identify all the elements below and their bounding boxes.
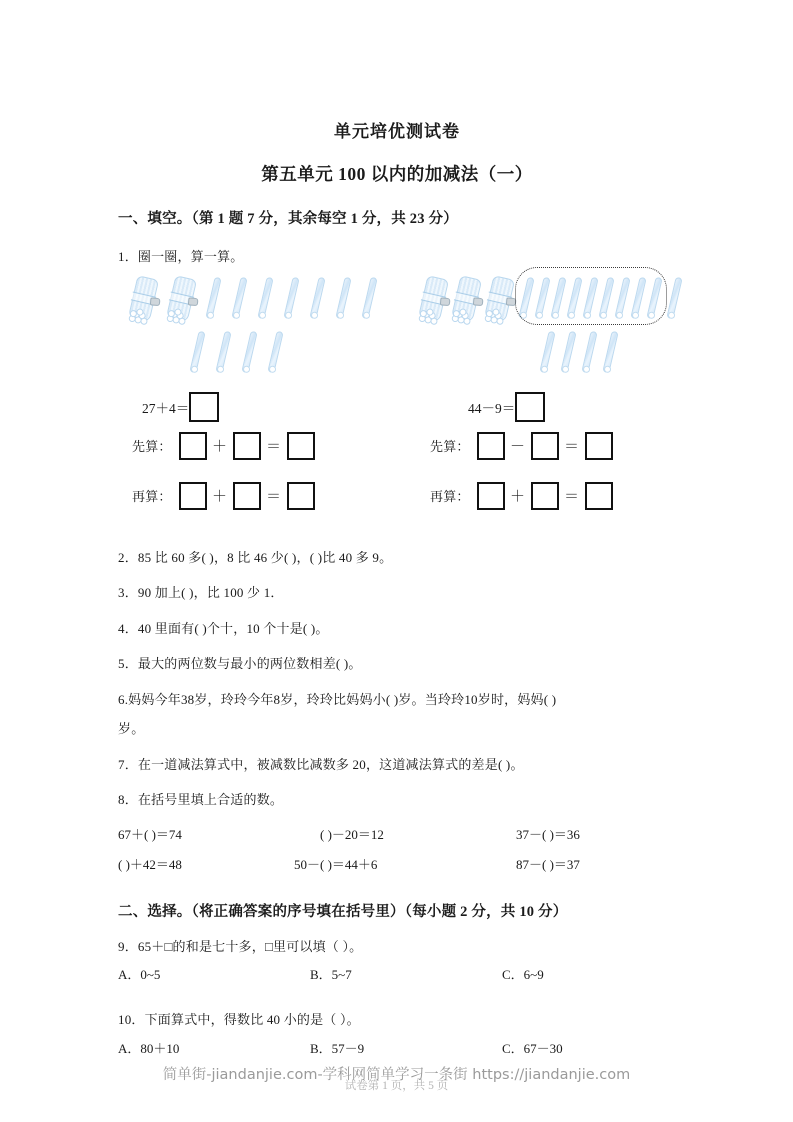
step2-right-label: 再算： (430, 489, 470, 505)
step2-right (430, 482, 613, 510)
page-footer (0, 1063, 793, 1092)
page-number: 试卷第 1 页，共 5 页 (344, 1080, 449, 1092)
step1-right-operator: － (510, 439, 526, 456)
single-stick (241, 331, 257, 373)
equation-cell[interactable]: 37－( )＝36 (516, 826, 580, 842)
single-stick (560, 331, 576, 373)
expression-left-text: 27＋4＝ (142, 400, 190, 416)
answer-box[interactable] (189, 392, 219, 422)
question-1-expressions (118, 392, 676, 432)
answer-box[interactable] (233, 482, 261, 510)
step1-left-label: 先算： (132, 439, 172, 455)
question-5: 5．最大的两位数与最小的两位数相差( )。 (118, 656, 362, 672)
equation-cell[interactable]: ( )－20＝12 (320, 826, 384, 842)
equation-row (118, 824, 676, 854)
option-a[interactable]: A．80＋10 (118, 1040, 180, 1056)
expression-right-text: 44－9＝ (468, 400, 516, 416)
step2-left-label: 再算： (132, 489, 172, 505)
equation-cell[interactable]: ( )＋42＝48 (118, 856, 182, 872)
stick-bundle (165, 275, 197, 327)
step1-left-equals: ＝ (266, 439, 282, 456)
question-1-prompt: 1．圈一圈，算一算。 (118, 249, 244, 265)
single-stick (602, 331, 618, 373)
equation-cell[interactable]: 87－( )＝37 (516, 856, 580, 872)
answer-box[interactable] (179, 432, 207, 460)
lasso-circle-icon (515, 267, 667, 325)
single-stick (267, 331, 283, 373)
page-subtitle: 第五单元 100 以内的加减法（一） (261, 164, 533, 185)
stick-bundle (450, 275, 482, 327)
question-1-step1-row (118, 432, 676, 482)
equation-row (118, 854, 676, 884)
step2-left-operator: ＋ (212, 489, 228, 506)
watermark-text: 简单街-jiandanjie.com-学科网简单学习一条街 https://jiandanjie.com (162, 1067, 631, 1083)
question-4: 4．40 里面有( )个十，10 个十是( )。 (118, 620, 329, 636)
page-content (118, 0, 676, 1068)
answer-box[interactable] (287, 432, 315, 460)
question-3: 3．90 加上( )，比 100 少 1． (118, 585, 284, 601)
step2-left (132, 482, 315, 510)
step1-right-label: 先算： (430, 439, 470, 455)
step1-left-operator: ＋ (212, 439, 228, 456)
question-9-options (118, 964, 676, 994)
question-7: 7．在一道减法算式中，被减数比减数多 20，这道减法算式的差是( )。 (118, 756, 524, 772)
question-2: 2．85 比 60 多( )，8 比 46 少( )，( )比 40 多 9。 (118, 549, 393, 565)
question-6-line-2: 岁。 (118, 721, 145, 737)
question-1-step2-row (118, 482, 676, 532)
single-stick (581, 331, 597, 373)
question-6-line-1: 6.妈妈今年38岁，玲玲今年8岁，玲玲比妈妈小( )岁。当玲玲10岁时，妈妈( ) (118, 691, 557, 707)
single-stick (257, 277, 273, 319)
answer-box[interactable] (585, 482, 613, 510)
question-8-equation-grid (118, 824, 676, 884)
answer-box[interactable] (531, 482, 559, 510)
step1-right-equals: ＝ (564, 439, 580, 456)
single-stick (539, 331, 555, 373)
answer-box[interactable] (179, 482, 207, 510)
step2-left-equals: ＝ (266, 489, 282, 506)
answer-box[interactable] (477, 432, 505, 460)
option-c[interactable]: C．6~9 (502, 967, 544, 983)
single-stick (189, 331, 205, 373)
answer-box[interactable] (585, 432, 613, 460)
answer-box[interactable] (233, 432, 261, 460)
question-9-prompt: 9．65＋□的和是七十多，□里可以填（ ）。 (118, 938, 363, 954)
stick-bundle (483, 275, 515, 327)
option-b[interactable]: B．5~7 (310, 967, 352, 983)
single-stick (215, 331, 231, 373)
stick-bundle (417, 275, 449, 327)
expression-right (468, 392, 545, 422)
question-1-stick-diagrams (118, 277, 676, 392)
question-10-prompt: 10．下面算式中，得数比 40 小的是（ ）。 (118, 1012, 360, 1028)
step2-right-equals: ＝ (564, 489, 580, 506)
expression-left (142, 392, 219, 422)
single-stick (309, 277, 325, 319)
page-title: 单元培优测试卷 (334, 122, 460, 141)
section-heading-multiple-choice: 二、选择。（将正确答案的序号填在括号里）（每小题 2 分，共 10 分） (118, 903, 568, 920)
step1-right (430, 432, 613, 460)
answer-box[interactable] (531, 432, 559, 460)
question-8-prompt: 8．在括号里填上合适的数。 (118, 792, 284, 808)
option-c[interactable]: C．67－30 (502, 1040, 563, 1056)
option-b[interactable]: B．57－9 (310, 1040, 365, 1056)
section-heading-fill-in-blank: 一、填空。（第 1 题 7 分，其余每空 1 分，共 23 分） (118, 211, 458, 228)
single-stick (361, 277, 377, 319)
single-stick (335, 277, 351, 319)
option-a[interactable]: A．0~5 (118, 967, 161, 983)
step1-left (132, 432, 315, 460)
single-stick (231, 277, 247, 319)
answer-box[interactable] (477, 482, 505, 510)
single-stick (283, 277, 299, 319)
equation-cell[interactable]: 50－( )＝44＋6 (294, 856, 378, 872)
step2-right-operator: ＋ (510, 489, 526, 506)
stick-bundle (127, 275, 159, 327)
answer-box[interactable] (287, 482, 315, 510)
answer-box[interactable] (515, 392, 545, 422)
single-stick (205, 277, 221, 319)
equation-cell[interactable]: 67＋( )＝74 (118, 826, 182, 842)
single-stick (666, 277, 682, 319)
